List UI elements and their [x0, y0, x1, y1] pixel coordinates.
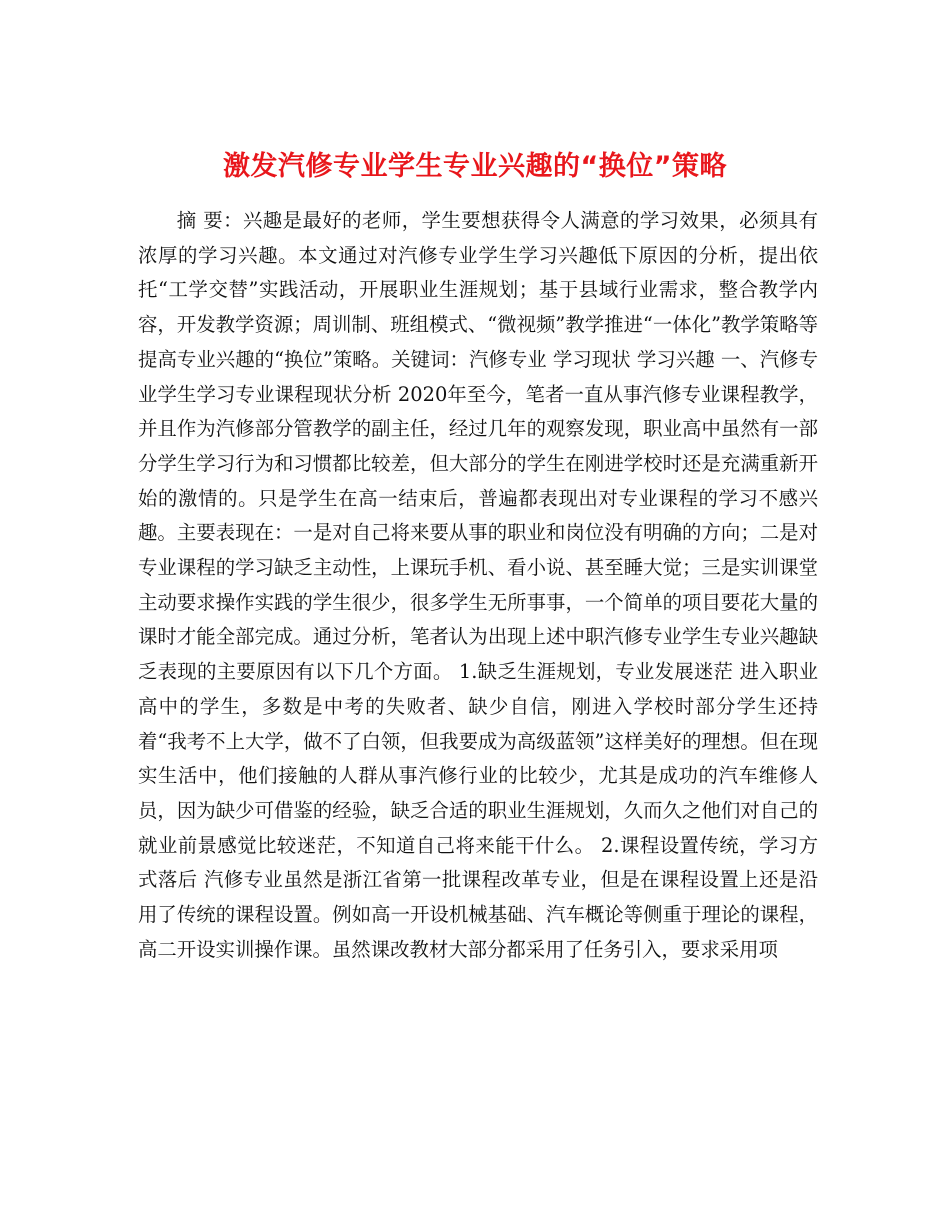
document-body: 摘 要：兴趣是最好的老师，学生要想获得令人满意的学习效果，必须具有浓厚的学习兴趣。本文通过对汽修专业学生学习兴趣低下原因的分析，提出依托“工学交替”实践活动，开展职业生涯规划；基于县域行业需求，整合教学内容，开发教学资源；周训制、班组模式、“微视频”教学推进“一体化”教学策略等提高专业兴趣的“换位”策略。关键词：汽修专业 学习现状 学习兴趣 一、汽修专业学生学习专业课程现状分析 2020年至今，笔者一直从事汽修专业课程教学，并且作为汽修部分管教学的副主任，经过几年的观察发现，职业高中虽然有一部分学生学习行为和习惯都比较差，但大部分的学生在刚进学校时还是充满重新开始的激情的。只是学生在高一结束后，普遍都表现出对专业课程的学习不感兴趣。主要表现在：一是对自己将来要从事的职业和岗位没有明确的方向；二是对专业课程的学习缺乏主动性，上课玩手机、看小说、甚至睡大觉；三是实训课堂主动要求操作实践的学生很少，很多学生无所事事，一个简单的项目要花大量的课时才能全部完成。通过分析，笔者认为出现上述中职汽修专业学生专业兴趣缺乏表现的主要原因有以下几个方面。 1.缺乏生涯规划，专业发展迷茫 进入职业高中的学生，多数是中考的失败者、缺少自信，刚进入学校时部分学生还持着“我考不上大学，做不了白领，但我要成为高级蓝领”这样美好的理想。但在现实生活中，他们接触的人群从事汽修行业的比较少，尤其是成功的汽车维修人员，因为缺少可借鉴的经验，缺乏合适的职业生涯规划，久而久之他们对自己的就业前景感觉比较迷茫，不知道自己将来能干什么。 2.课程设置传统，学习方式落后 汽修专业虽然是浙江省第一批课程改革专业，但是在课程设置上还是沿用了传统的课程设置。例如高一开设机械基础、汽车概论等侧重于理论的课程，高二开设实训操作课。虽然课改教材大部分都采用了任务引入，要求采用项	[138, 209, 818, 961]
document-title: 激发汽修专业学生专业兴趣的“换位”策略	[223, 151, 727, 183]
